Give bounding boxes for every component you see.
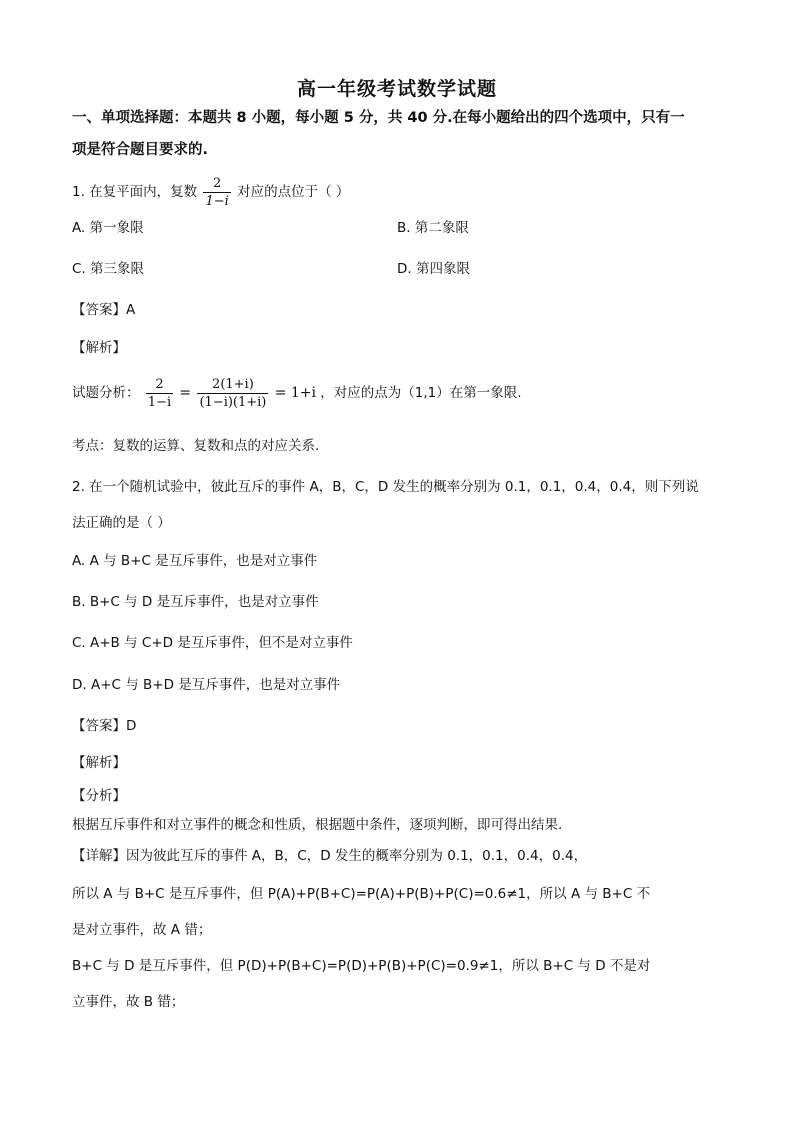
q1-option-c: C. 第三象限 — [72, 261, 145, 277]
q1-worked-solution — [72, 372, 522, 414]
q2-detail-line: 【详解】因为彼此互斥的事件 A，B，C，D 发生的概率分别为 0.1，0.1，0.4，0.4， — [72, 848, 588, 864]
q2-detail-b-line2: 立事件，故 B 错； — [72, 994, 185, 1010]
q1-analysis-label: 【解析】 — [72, 340, 126, 356]
q1-work-fraction-2 — [197, 376, 268, 411]
q1-work-eq1: = — [179, 385, 192, 401]
q1-work-f1-num: 2 — [146, 376, 173, 394]
q2-option-d: D. A+C 与 B+D 是互斥事件，也是对立事件 — [72, 677, 341, 693]
q1-fraction — [203, 175, 230, 210]
question-2-stem-line2: 法正确的是（ ） — [72, 515, 171, 531]
q2-fenxi-text: 根据互斥事件和对立事件的概念和性质，根据题中条件，逐项判断，即可得出结果. — [72, 817, 563, 833]
q1-work-suffix: ，对应的点为（1,1）在第一象限. — [320, 385, 522, 401]
question-2-stem-line1: 2. 在一个随机试验中，彼此互斥的事件 A，B，C，D 发生的概率分别为 0.1，0.1，0.4，0.4，则下列说 — [72, 479, 699, 495]
q1-answer: 【答案】A — [72, 302, 136, 318]
q2-detail-a-line1: 所以 A 与 B+C 是互斥事件，但 P(A)+P(B+C)=P(A)+P(B)+P(C)=0.6≠1，所以 A 与 B+C 不 — [72, 886, 651, 902]
q1-prefix: 1. 在复平面内，复数 — [72, 184, 198, 200]
q1-fraction-numerator: 2 — [203, 175, 230, 193]
q2-answer: 【答案】D — [72, 718, 137, 734]
q2-detail-a-line2: 是对立事件，故 A 错； — [72, 922, 212, 938]
page-title: 高一年级考试数学试题 — [296, 78, 497, 100]
q2-option-c: C. A+B 与 C+D 是互斥事件，但不是对立事件 — [72, 635, 353, 651]
q1-suffix: 对应的点位于（ ） — [237, 184, 350, 200]
q2-detail-b-line1: B+C 与 D 是互斥事件，但 P(D)+P(B+C)=P(D)+P(B)+P(C)=0.9≠1，所以 B+C 与 D 不是对 — [72, 958, 651, 974]
q1-work-f2-den: (1−i)(1+i) — [199, 394, 267, 410]
q2-option-b: B. B+C 与 D 是互斥事件，也是对立事件 — [72, 594, 319, 610]
question-1-stem — [72, 174, 349, 210]
q1-option-a: A. 第一象限 — [72, 220, 144, 236]
q1-fraction-denominator: 1−i — [205, 193, 229, 209]
q1-work-f2-num: 2(1+i) — [197, 376, 268, 394]
section-instructions-line1: 一、单项选择题：本题共 8 小题，每小题 5 分，共 40 分.在每小题给出的四个选项中，只有一 — [72, 110, 685, 126]
q2-fenxi-label: 【分析】 — [72, 788, 126, 804]
q1-work-prefix: 试题分析： — [72, 385, 140, 401]
section-instructions-line2: 项是符合题目要求的. — [72, 142, 209, 158]
q2-analysis-label: 【解析】 — [72, 755, 126, 771]
q2-option-a: A. A 与 B+C 是互斥事件，也是对立事件 — [72, 553, 318, 569]
q1-kaodian: 考点：复数的运算、复数和点的对应关系. — [72, 438, 320, 454]
q1-work-eq2: = 1+i — [274, 385, 316, 401]
q1-option-d: D. 第四象限 — [397, 261, 470, 277]
q1-option-b: B. 第二象限 — [397, 220, 469, 236]
q1-work-fraction-1 — [146, 376, 173, 411]
q1-work-f1-den: 1−i — [147, 394, 172, 410]
